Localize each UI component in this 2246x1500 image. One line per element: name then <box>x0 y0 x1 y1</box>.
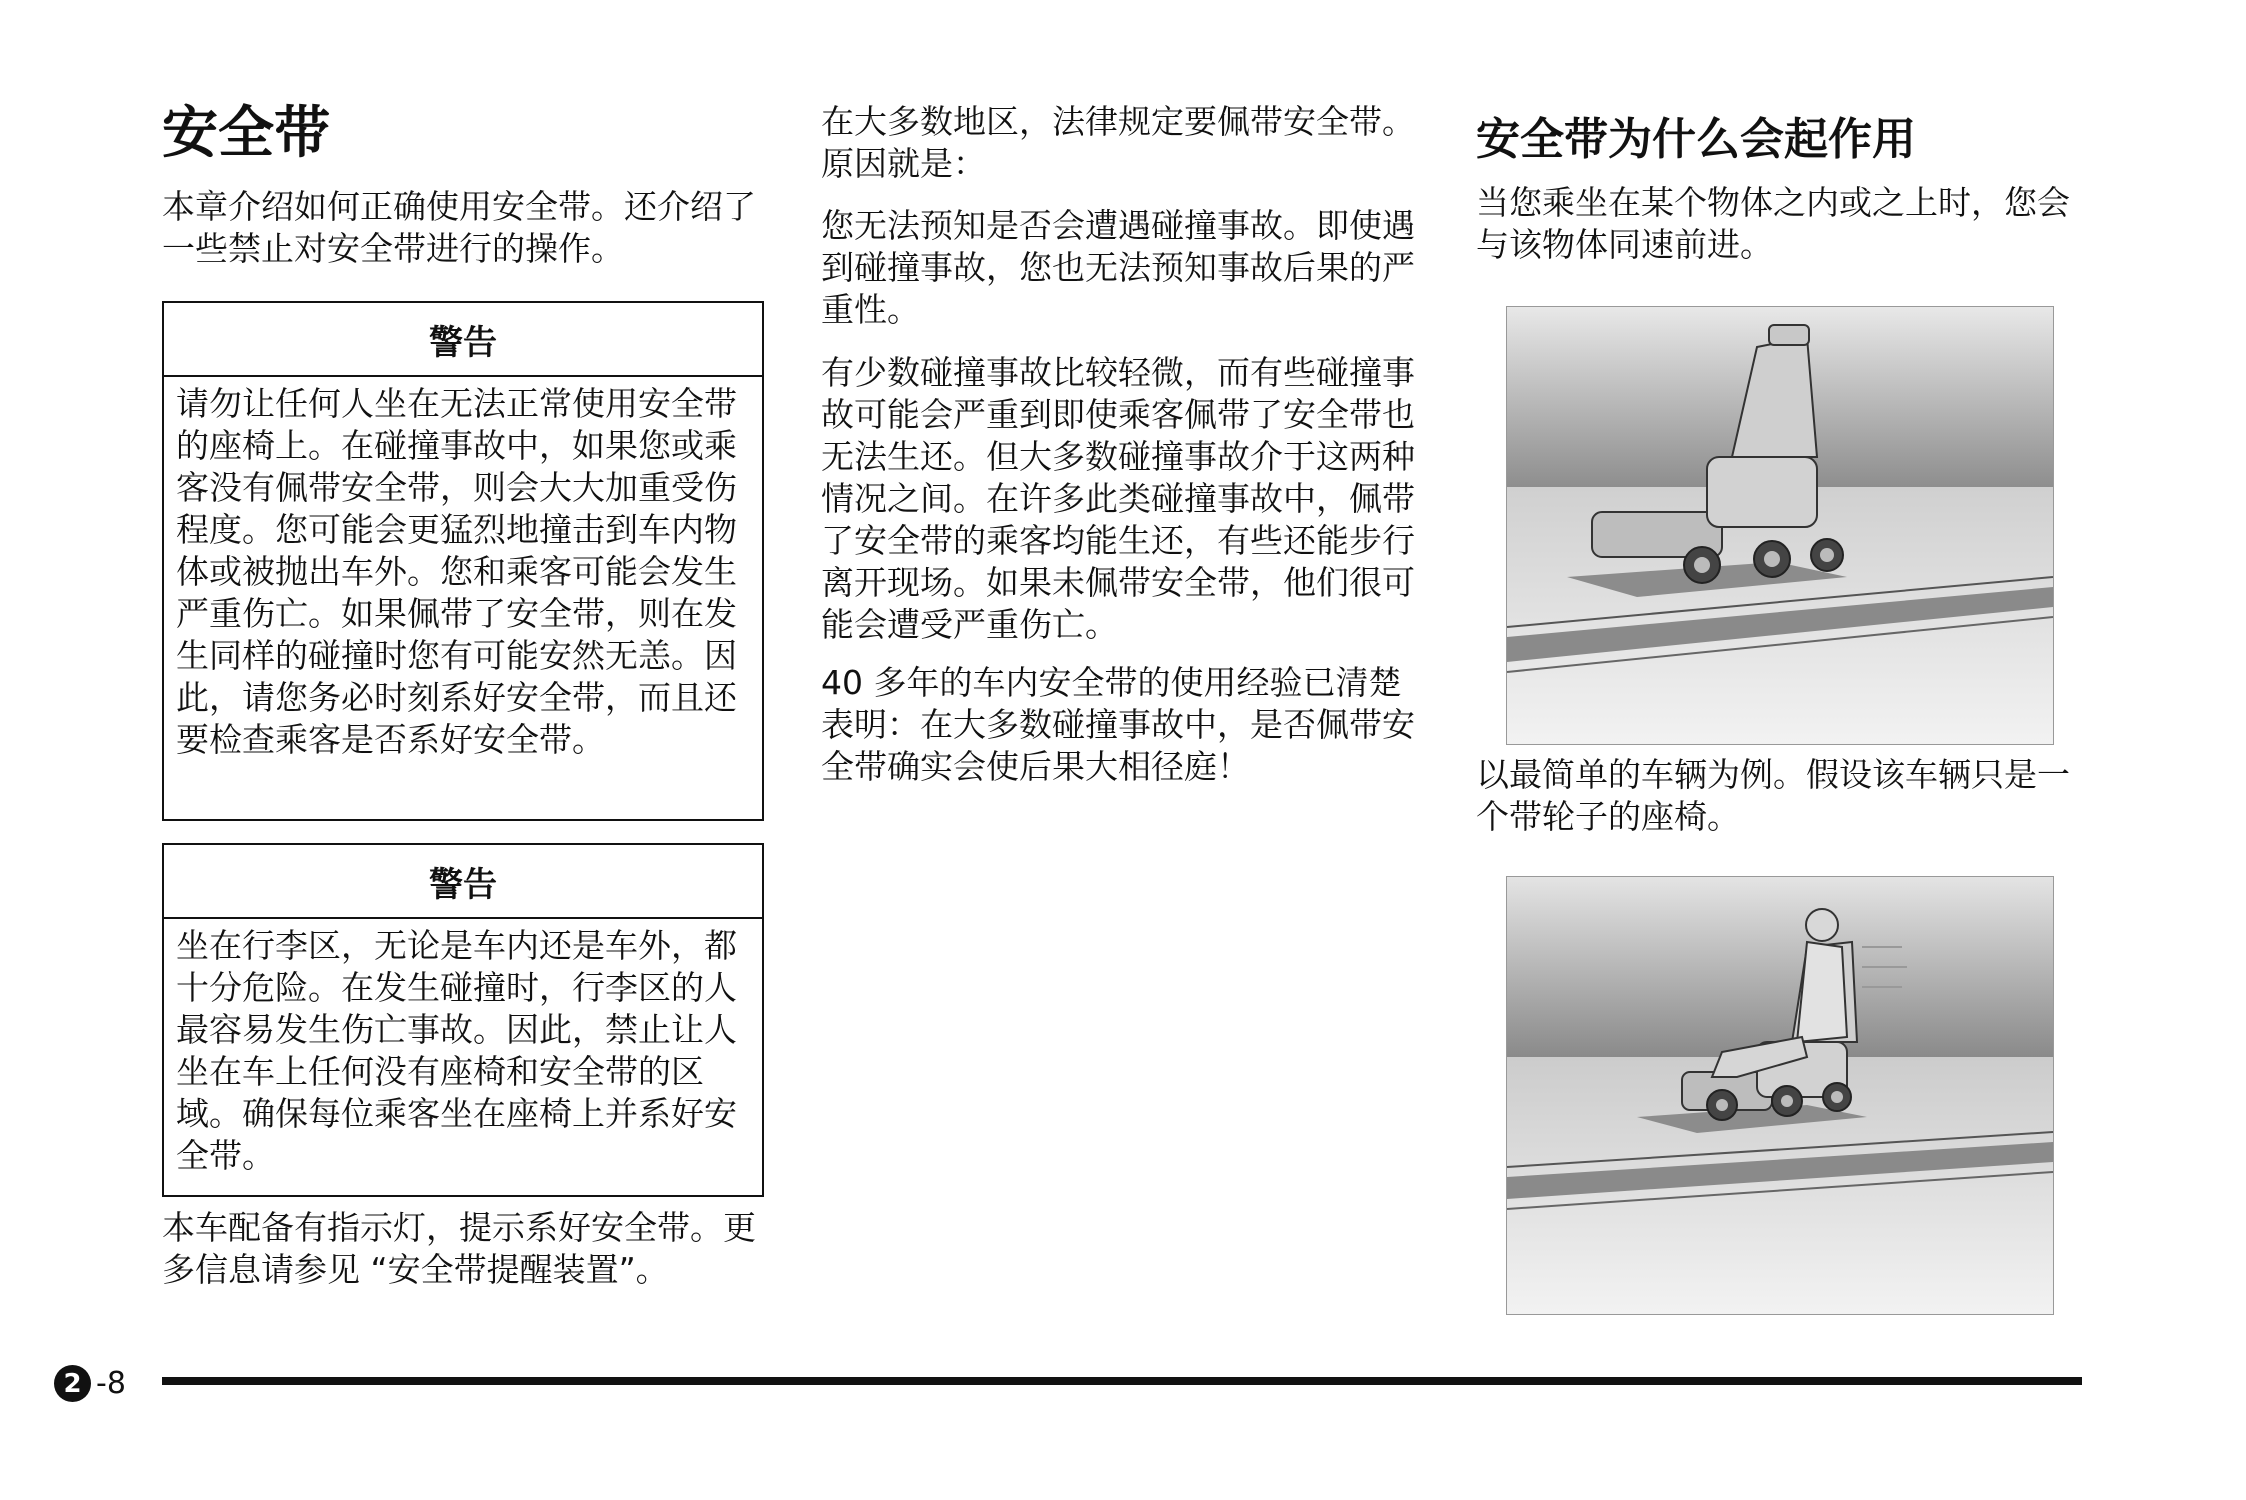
law-paragraph: 在大多数地区，法律规定要佩带安全带。原因就是： <box>821 102 1415 183</box>
warning-body-2: 坐在行李区，无论是车内还是车外，都十分危险。在发生碰撞时，行李区的人最容易发生伤亡事故。因此，禁止让人坐在车上任何没有座椅和安全带的区域。确保每位乘客坐在座椅上并系好安全带。 <box>176 926 737 1175</box>
seat-on-wheels-illustration <box>1506 306 2054 745</box>
indicator-note: 本车配备有指示灯，提示系好安全带。更多信息请参见 “安全带提醒装置”。 <box>162 1208 756 1289</box>
page-title: 安全带 <box>162 101 330 166</box>
warning-box-1 <box>162 301 764 821</box>
experience-paragraph: 40 多年的车内安全带的使用经验已清楚表明：在大多数碰撞事故中，是否佩带安全带确实会使后果大相径庭！ <box>821 663 1415 786</box>
simple-vehicle-paragraph: 以最简单的车辆为例。假设该车辆只是一个带轮子的座椅。 <box>1476 755 2070 836</box>
warning-heading-2: 警告 <box>164 845 762 919</box>
unpredictable-paragraph: 您无法预知是否会遭遇碰撞事故。即使遇到碰撞事故，您也无法预知事故后果的严重性。 <box>821 206 1415 329</box>
intro-paragraph: 本章介绍如何正确使用安全带。还介绍了一些禁止对安全带进行的操作。 <box>162 187 756 268</box>
section-heading: 安全带为什么会起作用 <box>1476 114 1916 165</box>
seated-person-illustration <box>1506 876 2054 1315</box>
footer-rule <box>162 1377 2082 1385</box>
warning-box-2 <box>162 843 764 1197</box>
warning-heading-1: 警告 <box>164 303 762 377</box>
warning-body-1: 请勿让任何人坐在无法正常使用安全带的座椅上。在碰撞事故中，如果您或乘客没有佩带安全带，则会大大加重受伤程度。您可能会更猛烈地撞击到车内物体或被抛出车外。您和乘客可能会发生严重伤亡。如果佩带了安全带，则在发生同样的碰撞时您有可能安然无恙。因此，请您务必时刻系好安全带，而且还要检查乘客是否系好安全带。 <box>176 384 737 759</box>
page-number: -8 <box>96 1366 126 1401</box>
motion-paragraph: 当您乘坐在某个物体之内或之上时，您会与该物体同速前进。 <box>1476 183 2070 264</box>
severity-paragraph: 有少数碰撞事故比较轻微，而有些碰撞事故可能会严重到即使乘客佩带了安全带也无法生还。但大多数碰撞事故介于这两种情况之间。在许多此类碰撞事故中，佩带了安全带的乘客均能生还，有些还能步行离开现场。如果未佩带安全带，他们很可能会遭受严重伤亡。 <box>821 353 1415 644</box>
chapter-badge: 2 <box>54 1365 91 1402</box>
